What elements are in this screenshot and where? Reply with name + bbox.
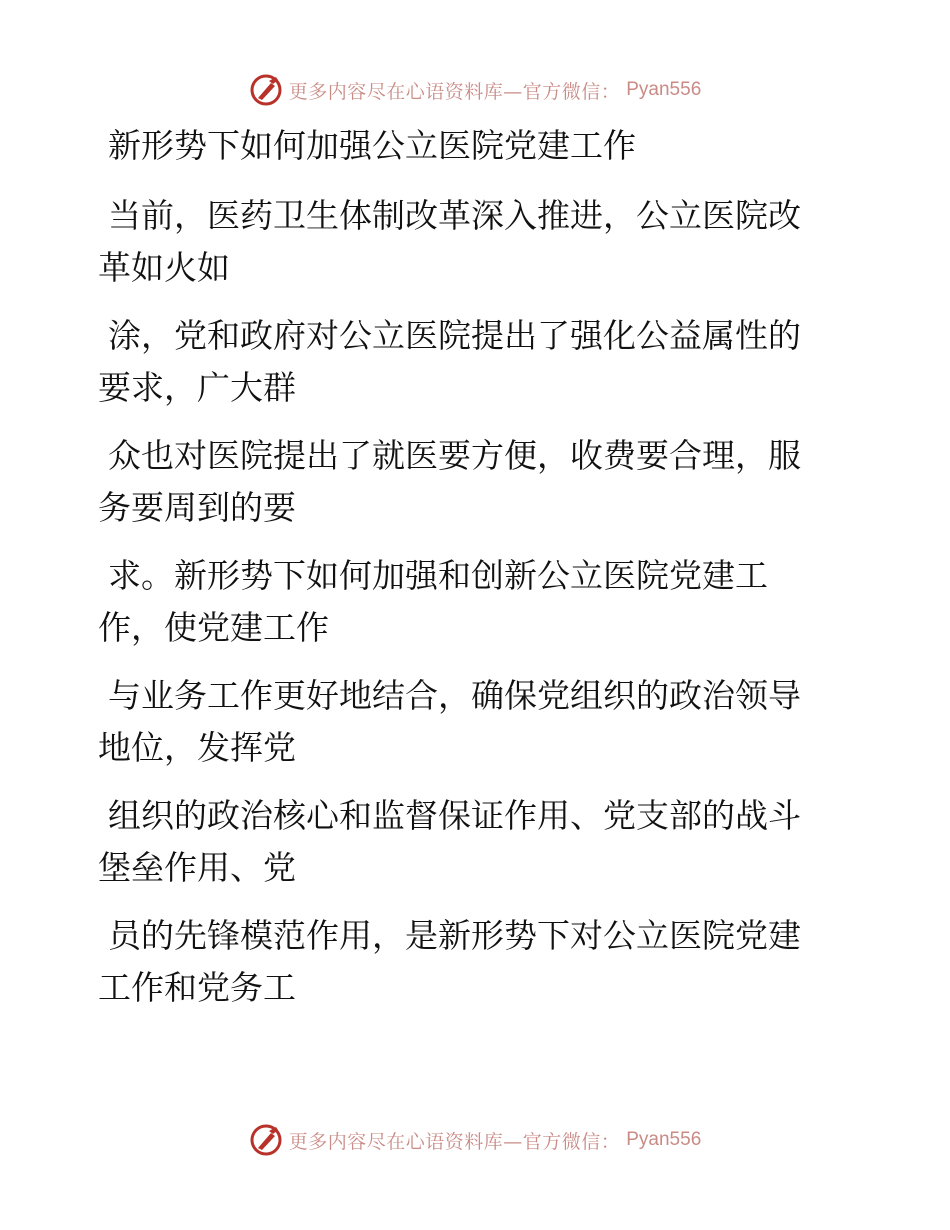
paragraph [98,310,838,414]
footer-watermark [0,1120,950,1160]
paragraph-line: 当前，医药卫生体制改革深入推进，公立医院改 [108,196,801,235]
paragraph [98,190,838,294]
paragraph-line: 众也对医院提出了就医要方便，收费要合理，服 [108,436,801,475]
paragraph [98,430,838,534]
paragraph [98,790,838,894]
watermark-wechat-id: Pyan556 [626,79,702,100]
watermark-text: 更多内容尽在心语资料库—官方微信： [288,80,621,103]
watermark-text: 更多内容尽在心语资料库—官方微信： [288,1130,621,1153]
watermark-wechat-id: Pyan556 [626,1129,702,1150]
paragraph [98,910,838,1014]
paragraph-line: 作，使党建工作 [98,608,329,647]
pen-seal-icon [249,1123,283,1157]
paragraph-line: 组织的政治核心和监督保证作用、党支部的战斗 [108,796,801,835]
paragraph [98,550,838,654]
paragraph-line: 求。新形势下如何加强和创新公立医院党建工 [108,556,768,595]
paragraph-line: 务要周到的要 [98,488,296,527]
paragraph-line: 地位，发挥党 [98,728,296,767]
paragraph-line: 涂，党和政府对公立医院提出了强化公益属性的 [108,316,801,355]
paragraph-line: 与业务工作更好地结合，确保党组织的政治领导 [108,676,801,715]
paragraph-line: 员的先锋模范作用，是新形势下对公立医院党建 [108,916,801,955]
paragraph [98,670,838,774]
paragraph-line: 堡垒作用、党 [98,848,296,887]
paragraph-line: 革如火如 [98,248,230,287]
document-body [98,120,838,1030]
paragraph-line: 要求，广大群 [98,368,296,407]
document-title: 新形势下如何加强公立医院党建工作 [108,126,636,165]
paragraph-line: 工作和党务工 [98,968,296,1007]
pen-seal-icon [249,73,283,107]
header-watermark [0,70,950,110]
